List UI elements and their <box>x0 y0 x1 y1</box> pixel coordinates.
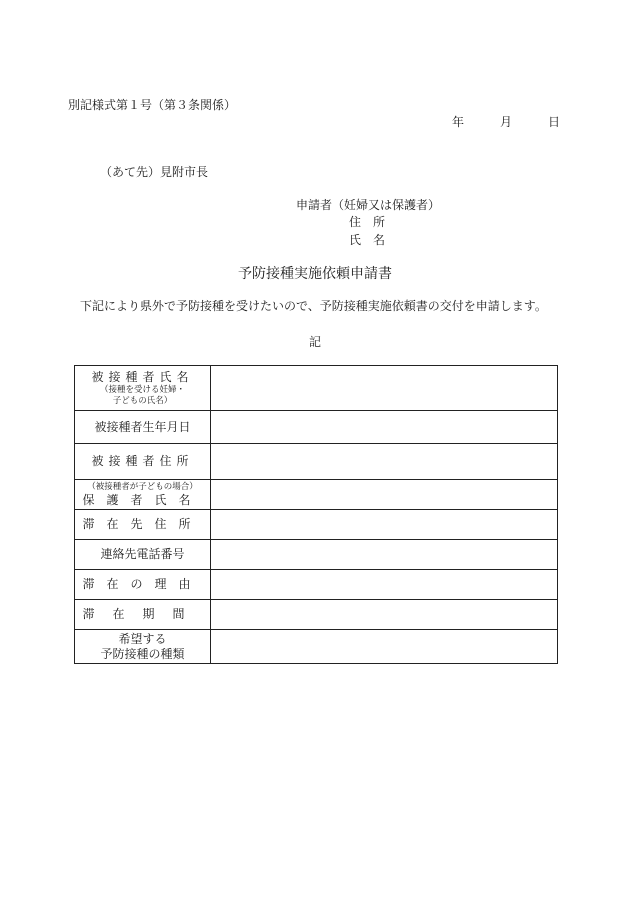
body-text <box>68 298 564 315</box>
row-label: 被接種者生年月日 <box>94 419 191 434</box>
row-note: （被接種者が子どもの場合） <box>87 481 198 492</box>
date-day-label: 日 <box>548 115 561 129</box>
row-label-cell <box>75 540 211 570</box>
row-label-line2: 予防接種の種類 <box>100 646 185 661</box>
body-text-content: 下記により県外で予防接種を受けたいので、予防接種実施依頼書の交付を申請します。 <box>80 299 547 313</box>
row-label: 滞在先住所 <box>82 517 203 531</box>
row-label-cell <box>75 630 211 664</box>
document-title: 予防接種実施依頼申請書 <box>238 266 392 282</box>
row-label: 滞在期間 <box>82 607 203 621</box>
table-row <box>75 366 558 411</box>
date-year-label: 年 <box>452 115 465 129</box>
row-label: 連絡先電話番号 <box>100 547 185 561</box>
row-label-cell <box>75 510 211 540</box>
row-value-cell[interactable] <box>211 510 558 540</box>
row-value-cell[interactable] <box>211 600 558 630</box>
table-row <box>75 444 558 480</box>
row-label-cell <box>75 570 211 600</box>
row-label: 希望する <box>118 631 167 646</box>
ki-heading: 記 <box>308 335 321 349</box>
row-label-cell <box>75 411 211 444</box>
applicant-name-label: 氏 名 <box>349 233 386 247</box>
row-label-cell <box>75 366 211 411</box>
addressee: （あて先）見附市長 <box>100 165 209 179</box>
row-value-cell[interactable] <box>211 630 558 664</box>
form-number: 別記様式第１号（第３条関係） <box>68 98 237 112</box>
table-row <box>75 630 558 664</box>
row-label: 滞在の理由 <box>82 577 203 591</box>
row-value-cell[interactable] <box>211 570 558 600</box>
row-label: 被接種者住所 <box>91 454 194 468</box>
table-row <box>75 540 558 570</box>
applicant-address-label: 住 所 <box>349 215 386 229</box>
table-row <box>75 510 558 540</box>
date-line <box>452 113 560 130</box>
applicant-role: 申請者（妊婦又は保護者） <box>296 198 441 212</box>
date-month-label: 月 <box>500 115 513 129</box>
application-table <box>74 365 558 664</box>
row-value-cell[interactable] <box>211 366 558 411</box>
table-row <box>75 570 558 600</box>
row-note: （接種を受ける妊婦・子どもの氏名） <box>99 384 185 406</box>
row-value-cell[interactable] <box>211 480 558 510</box>
table-row <box>75 411 558 444</box>
row-value-cell[interactable] <box>211 411 558 444</box>
table-row <box>75 480 558 510</box>
row-label: 被接種者氏名 <box>91 369 194 384</box>
row-label-cell <box>75 444 211 480</box>
row-value-cell[interactable] <box>211 540 558 570</box>
row-value-cell[interactable] <box>211 444 558 480</box>
row-label: 保護者氏名 <box>82 492 203 507</box>
row-label-cell <box>75 600 211 630</box>
table-row <box>75 600 558 630</box>
row-label-cell <box>75 480 211 510</box>
